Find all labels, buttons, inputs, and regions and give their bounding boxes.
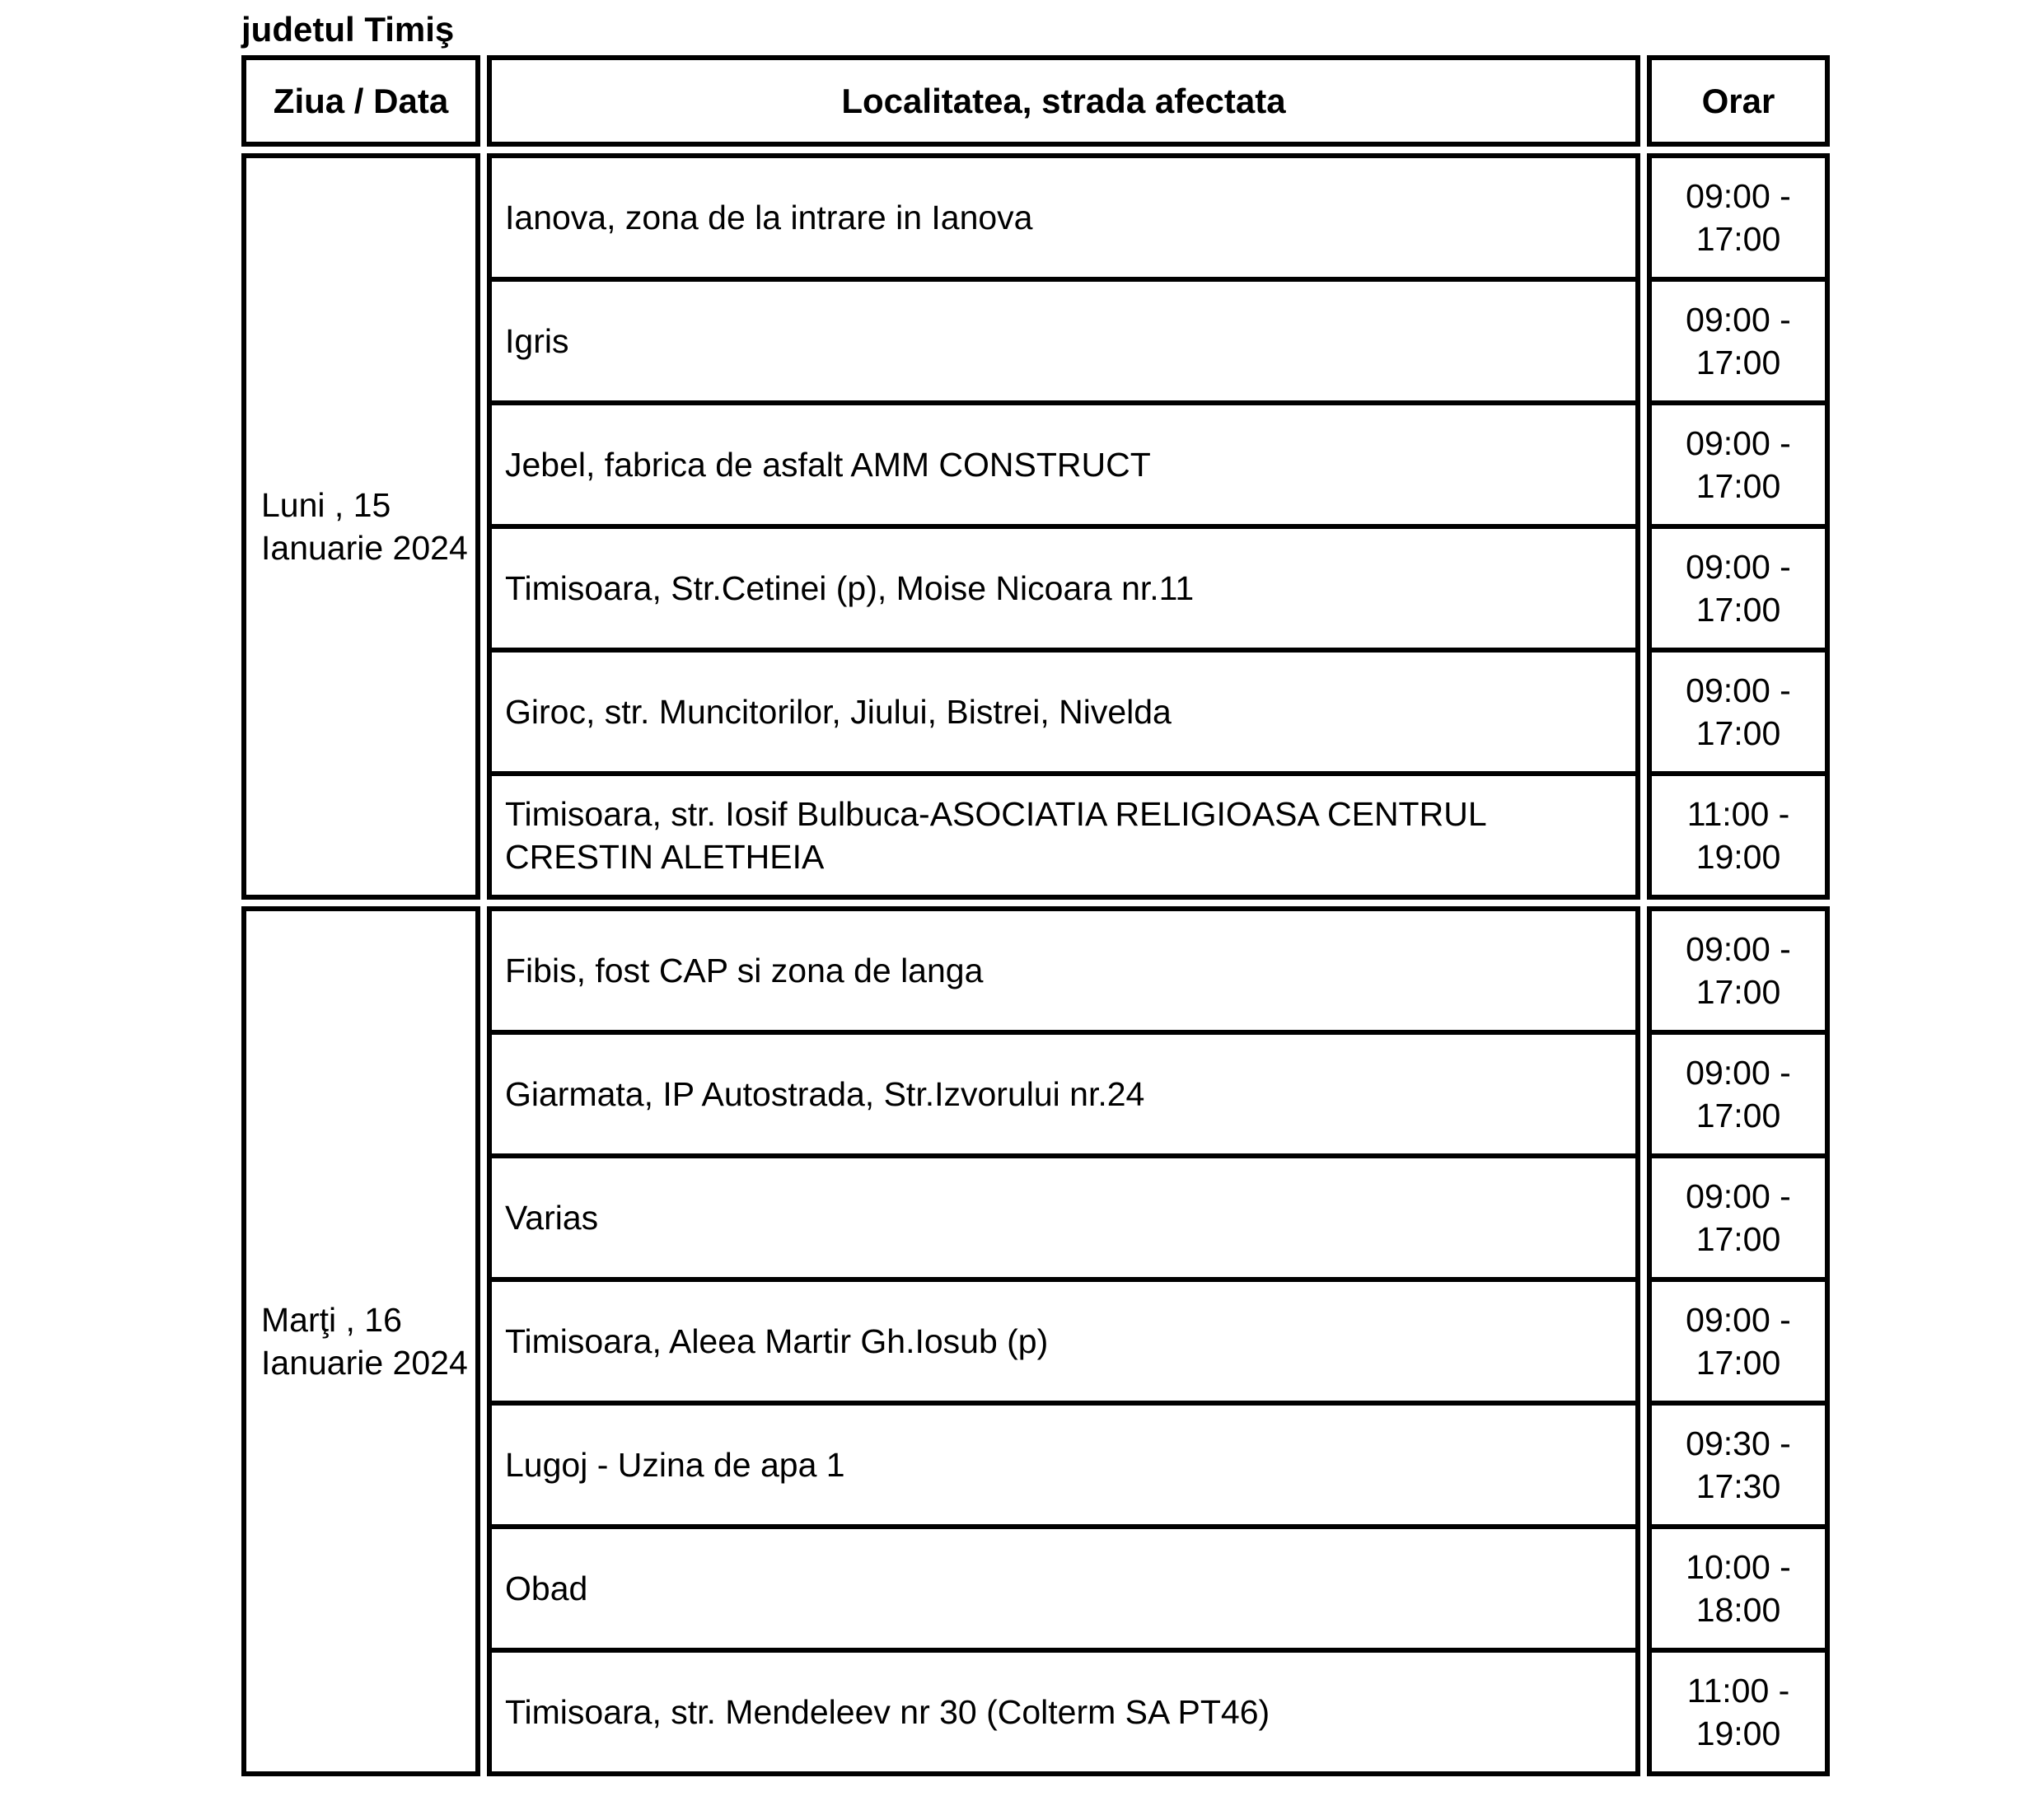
locality-text: Ianova, zona de la intrare in Ianova [505,198,1033,236]
outage-schedule-table [241,55,2044,1776]
document-page [0,10,2044,1776]
locality-cell [487,1401,1640,1529]
locality-cell [487,771,1640,900]
locality-cell [487,524,1640,653]
page-title: judetul Timiş [241,10,455,49]
schedule-text: 09:00 - 17:00 [1686,1300,1791,1382]
locality-cell [487,400,1640,529]
table-body [241,153,2044,1776]
schedule-text: 09:00 - 17:00 [1686,671,1791,752]
schedule-text: 10:00 - 18:00 [1686,1547,1791,1629]
schedule-text: 09:00 - 17:00 [1686,1053,1791,1134]
locality-text: Igris [505,321,569,360]
locality-text: Varias [505,1198,599,1237]
table-header-row [241,55,2044,147]
locality-text: Timisoara, str. Mendeleev nr 30 (Colterm SA PT46) [505,1692,1270,1731]
schedule-text: 09:00 - 17:00 [1686,929,1791,1011]
schedule-cell [1647,1401,1830,1529]
date-cell [241,153,480,900]
locality-text: Timisoara, Str.Cetinei (p), Moise Nicoara nr.11 [505,568,1195,607]
schedule-cell [1647,277,1830,405]
locality-text: Obad [505,1569,588,1607]
locality-column [487,153,1640,900]
schedule-cell [1647,648,1830,776]
schedule-cell [1647,1030,1830,1158]
schedule-text: 09:00 - 17:00 [1686,547,1791,629]
locality-cell [487,1030,1640,1158]
locality-cell [487,1524,1640,1653]
locality-cell [487,1648,1640,1776]
schedule-column [1647,153,1830,900]
locality-cell [487,277,1640,405]
schedule-cell [1647,1153,1830,1282]
header-schedule: Orar [1647,55,1830,147]
locality-cell [487,153,1640,282]
schedule-text: 09:00 - 17:00 [1686,176,1791,258]
schedule-text: 11:00 - 19:00 [1686,794,1790,876]
locality-cell [487,648,1640,776]
header-locality: Localitatea, strada afectata [487,55,1640,147]
date-text: Marţi , 16 Ianuarie 2024 [261,1300,468,1382]
schedule-cell [1647,906,1830,1035]
locality-cell [487,906,1640,1035]
date-cell [241,906,480,1776]
schedule-text: 09:00 - 17:00 [1686,1176,1791,1258]
locality-text: Timisoara, str. Iosif Bulbuca-ASOCIATIA RELIGIOASA CENTRUL CRESTIN ALETHEIA [505,794,1486,876]
locality-text: Timisoara, Aleea Martir Gh.Iosub (p) [505,1321,1049,1360]
locality-text: Fibis, fost CAP si zona de langa [505,951,984,989]
schedule-cell [1647,771,1830,900]
schedule-cell [1647,153,1830,282]
schedule-cell [1647,1277,1830,1406]
schedule-text: 09:30 - 17:30 [1686,1424,1791,1505]
locality-text: Lugoj - Uzina de apa 1 [505,1445,845,1484]
day-group [241,153,2044,900]
schedule-text: 09:00 - 17:00 [1686,423,1791,505]
schedule-text: 09:00 - 17:00 [1686,300,1791,381]
locality-text: Giarmata, IP Autostrada, Str.Izvorului nr.24 [505,1074,1145,1113]
locality-column [487,906,1640,1776]
header-day-date: Ziua / Data [241,55,480,147]
locality-cell [487,1277,1640,1406]
locality-cell [487,1153,1640,1282]
schedule-cell [1647,1524,1830,1653]
day-group [241,906,2044,1776]
schedule-cell [1647,400,1830,529]
date-text: Luni , 15 Ianuarie 2024 [261,485,468,567]
schedule-column [1647,906,1830,1776]
schedule-cell [1647,1648,1830,1776]
schedule-text: 11:00 - 19:00 [1686,1671,1790,1752]
schedule-cell [1647,524,1830,653]
locality-text: Giroc, str. Muncitorilor, Jiului, Bistrei, Nivelda [505,692,1172,731]
locality-text: Jebel, fabrica de asfalt AMM CONSTRUCT [505,445,1151,484]
